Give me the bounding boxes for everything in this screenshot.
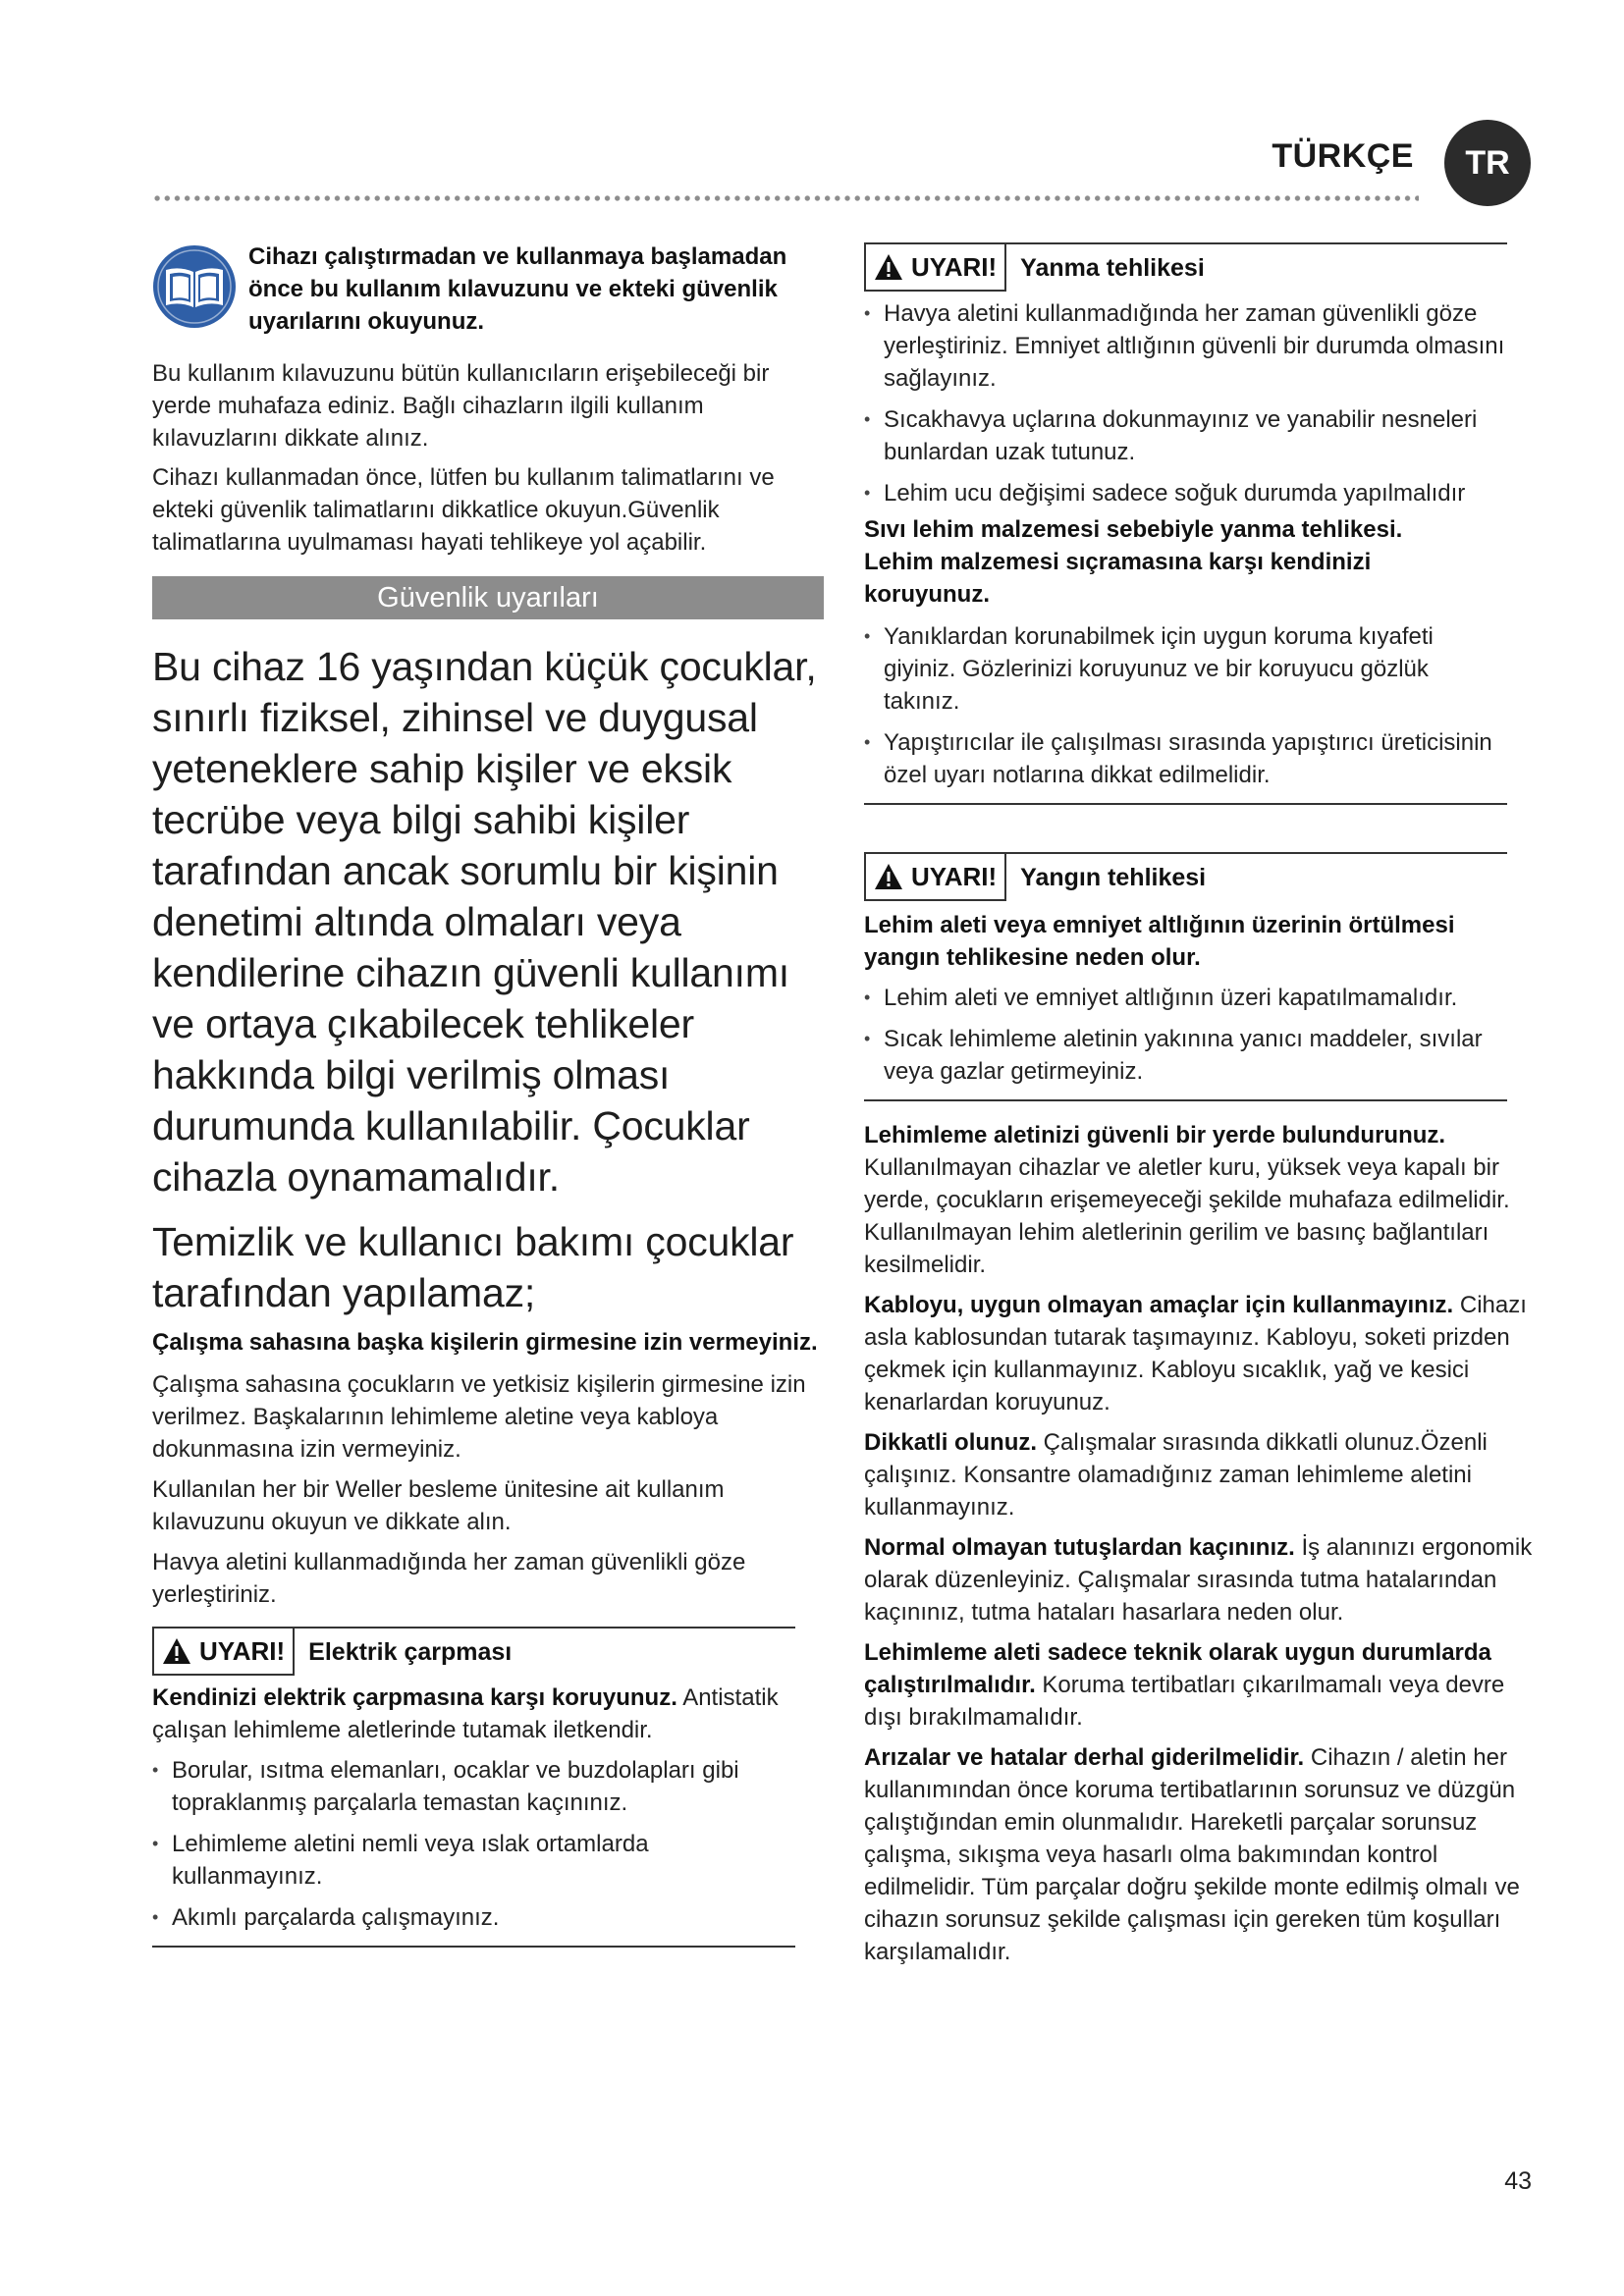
- burn-list-2: [864, 620, 1507, 791]
- list-item: • Sıcakhavya uçlarına dokunmayınız ve yanabilir nesneleri bunlardan uzak tutunuz.: [864, 403, 1507, 468]
- warning-tag-label: UYARI!: [199, 1635, 286, 1666]
- burn-list: [864, 297, 1507, 509]
- paragraph-lead: Lehimleme aleti sadece teknik olarak uygun durumlarda çalıştırılmalıdır.: [864, 1639, 1491, 1698]
- paragraph-body: Cihazın / aletin her kullanımından önce koruma tertibatlarının sorunsuz ve düzgün çalıştığından emin olunmalıdır. Hareketli parçalar sorunsuz çalışma, sıkışma veya hasarlı olma bakımından kontrol edilmelidir. Tüm parçalar doğru şekilde monte edilmiş olmalı ve cihazın sorunsuz şekilde çalışması için gereken tüm koşulları karşılamalıdır.: [864, 1744, 1520, 1965]
- warning-title: Elektrik çarpması: [308, 1637, 513, 1666]
- intro-text: Cihazı çalıştırmadan ve kullanmaya başlamadan önce bu kullanım kılavuzunu ve ekteki güvenlik uyarılarını okuyunuz.: [248, 243, 787, 335]
- warning-title: Yanma tehlikesi: [1020, 253, 1205, 282]
- paragraph-body: Kullanılmayan cihazlar ve aletler kuru, yüksek veya kapalı bir yerde, çocukların erişemeyeceği şekilde muhafaza edilmelidir. Kullanılmayan lehim aletlerinin gerilim ve basınç bağlantıları kesilmelidir.: [864, 1154, 1510, 1278]
- warning-tag-label: UYARI!: [911, 251, 998, 282]
- warning-title: Yangın tehlikesi: [1020, 863, 1207, 891]
- holder-paragraph: Havya aletini kullanmadığında her zaman güvenlikli göze yerleştiriniz.: [152, 1549, 746, 1608]
- warning-bottom-rule: [864, 1099, 1507, 1101]
- right-column: [864, 242, 1542, 1968]
- general-safety-paragraphs: [864, 1119, 1542, 1968]
- paragraph-body: Koruma tertibatları çıkarılmamalı veya devre dışı bırakılmamalıdır.: [864, 1672, 1505, 1731]
- work-area-paragraph: Çalışma sahasına çocukların ve yetkisiz kişilerin girmesine izin verilmez. Başkalarının lehimleme aletine veya kabloya dokunmasına izin vermeyiniz.: [152, 1371, 806, 1463]
- paragraph-lead: Dikkatli olunuz.: [864, 1429, 1038, 1456]
- list-item: • Akımlı parçalarda çalışmayınız.: [152, 1901, 795, 1934]
- warning-tag-label: UYARI!: [911, 861, 998, 891]
- warning-tag: [864, 854, 1006, 901]
- list-item: • Yapıştırıcılar ile çalışılması sırasında yapıştırıcı üreticisinin özel uyarı notlarına dikkat edilmelidir.: [864, 726, 1507, 791]
- electric-shock-intro: [152, 1682, 795, 1746]
- left-column: [152, 240, 825, 1948]
- warning-triangle-icon: [874, 863, 903, 890]
- paragraph-body: İş alanınızı ergonomik olarak düzenleyiniz. Çalışmalar sırasında tutma hatalarından kaçınınız, tutma hataları hasarlara neden olur.: [864, 1534, 1533, 1626]
- liquid-solder-heading: Sıvı lehim malzemesi sebebiyle yanma tehlikesi. Lehim malzemesi sıçramasına karşı kendinizi koruyunuz.: [864, 516, 1403, 608]
- weller-manual-paragraph: Kullanılan her bir Weller besleme ünitesine ait kullanım kılavuzunu okuyun ve dikkate alın.: [152, 1476, 725, 1535]
- list-item: • Yanıklardan korunabilmek için uygun koruma kıyafeti giyiniz. Gözlerinizi koruyunuz ve bir koruyucu gözlük takınız.: [864, 620, 1507, 718]
- burn-warning: [864, 242, 1507, 805]
- faults-paragraph: [864, 1741, 1542, 1968]
- warning-header: [864, 852, 1507, 901]
- list-item: • Lehim ucu değişimi sadece soğuk durumda yapılmalıdır: [864, 477, 1507, 509]
- warning-triangle-icon: [874, 253, 903, 281]
- technical-condition-paragraph: [864, 1636, 1542, 1734]
- warning-tag: [864, 244, 1006, 292]
- paragraph-lead: Normal olmayan tutuşlardan kaçınınız.: [864, 1534, 1295, 1561]
- list-item: • Borular, ısıtma elemanları, ocaklar ve buzdolapları gibi topraklanmış parçalarla temastan kaçınınız.: [152, 1754, 795, 1819]
- list-item: • Lehim aleti ve emniyet altlığının üzeri kapatılmamalıdır.: [864, 982, 1507, 1014]
- section-title-bar: Güvenlik uyarıları: [152, 576, 824, 619]
- language-badge: TR: [1444, 120, 1531, 206]
- electric-shock-bold: Kendinizi elektrik çarpmasına karşı koruyunuz.: [152, 1684, 677, 1711]
- warning-header: [152, 1627, 795, 1676]
- list-item: • Havya aletini kullanmadığında her zaman güvenlikli göze yerleştiriniz. Emniyet altlığının güvenli bir durumda olmasını sağlayınız.: [864, 297, 1507, 395]
- safe-storage-paragraph: [864, 1119, 1542, 1281]
- children-warning-large: Bu cihaz 16 yaşından küçük çocuklar, sınırlı fiziksel, zihinsel ve duygusal yeteneklere sahip kişiler ve eksik tecrübe veya bilgi sahibi kişiler tarafından ancak sorumlu bir kişinin denetimi altında olmaları veya kendilerine cihazın güvenli kullanımı ve ortaya çıkabilecek tehlikeler hakkında bilgi verilmiş olması durumunda kullanılabilir. Çocuklar cihazla oynamamalıdır.: [152, 644, 817, 1200]
- paragraph-lead: Lehimleme aletinizi güvenli bir yerde bulundurunuz.: [864, 1122, 1446, 1148]
- ergonomics-paragraph: [864, 1531, 1542, 1629]
- attention-paragraph: [864, 1426, 1542, 1523]
- storage-paragraph: Bu kullanım kılavuzunu bütün kullanıcıların erişebileceği bir yerde muhafaza ediniz. Bağlı cihazların ilgili kullanım kılavuzlarını dikkate alınız.: [152, 360, 770, 452]
- electric-shock-text: Antistatik çalışan lehimleme aletlerinde tutamak iletkendir.: [152, 1684, 779, 1743]
- language-heading: TÜRKÇE: [1272, 137, 1414, 175]
- warning-bottom-rule: [152, 1946, 795, 1948]
- warning-triangle-icon: [162, 1637, 191, 1665]
- electric-shock-list: [152, 1754, 795, 1934]
- page-number: 43: [1504, 2167, 1532, 2195]
- work-area-heading: Çalışma sahasına başka kişilerin girmesine izin vermeyiniz.: [152, 1329, 818, 1356]
- paragraph-body: Cihazı asla kablosundan tutarak taşımayınız. Kabloyu, soketi prizden çekmek için kullanmayınız. Kabloyu sıcaklık, yağ ve kesici kenarlardan koruyunuz.: [864, 1292, 1527, 1415]
- paragraph-lead: Arızalar ve hatalar derhal giderilmelidir.: [864, 1744, 1305, 1771]
- cleaning-warning-large: Temizlik ve kullanıcı bakımı çocuklar tarafından yapılamaz;: [152, 1219, 794, 1315]
- fire-heading: Lehim aleti veya emniyet altlığının üzerinin örtülmesi yangın tehlikesine neden olur.: [864, 912, 1455, 971]
- electric-shock-warning: [152, 1627, 795, 1948]
- paragraph-body: Çalışmalar sırasında dikkatli olunuz.Özenli çalışınız. Konsantre olamadığınız zaman lehimleme aletini kullanmayınız.: [864, 1429, 1488, 1521]
- dotted-divider: [152, 194, 1419, 202]
- fire-list: [864, 982, 1507, 1088]
- warning-tag: [152, 1629, 295, 1676]
- paragraph-lead: Kabloyu, uygun olmayan amaçlar için kullanmayınız.: [864, 1292, 1454, 1318]
- warning-bottom-rule: [864, 803, 1507, 805]
- warning-header: [864, 242, 1507, 292]
- fire-warning: [864, 852, 1507, 1101]
- manual-book-icon: [152, 244, 237, 329]
- cable-paragraph: [864, 1289, 1542, 1418]
- read-instructions-paragraph: Cihazı kullanmadan önce, lütfen bu kullanım talimatlarını ve ekteki güvenlik talimatlarını dikkatlice okuyun.Güvenlik talimatlarına uyulmaması hayati tehlikeye yol açabilir.: [152, 464, 775, 556]
- intro-block: [152, 240, 825, 338]
- list-item: • Lehimleme aletini nemli veya ıslak ortamlarda kullanmayınız.: [152, 1828, 795, 1893]
- list-item: • Sıcak lehimleme aletinin yakınına yanıcı maddeler, sıvılar veya gazlar getirmeyiniz.: [864, 1023, 1507, 1088]
